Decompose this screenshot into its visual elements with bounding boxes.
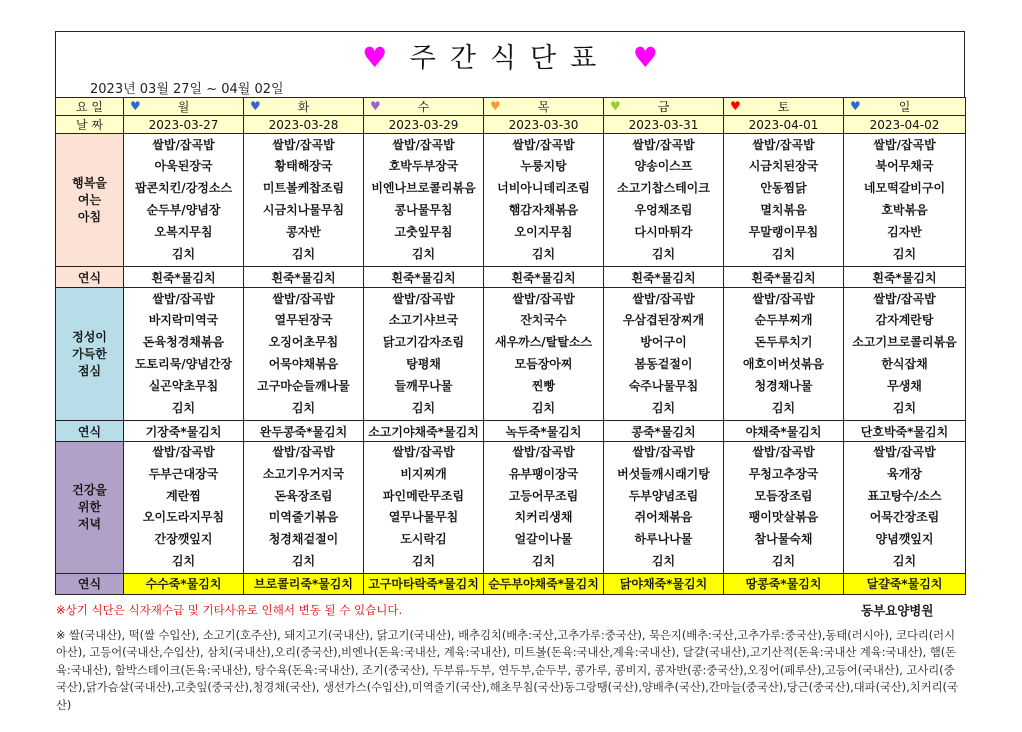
menu-item: 북어무채국	[875, 159, 934, 174]
menu-item: 간장깻잎지	[154, 532, 213, 547]
dinner-menu-cell	[724, 442, 844, 574]
morning-label-line: 행복을	[72, 175, 107, 190]
day-date: 2023-03-28	[268, 117, 339, 132]
menu-item: 김치	[651, 246, 676, 261]
menu-item: 봄동겉절이	[634, 357, 693, 371]
menu-item: 도토리묵/양념간장	[134, 357, 233, 371]
menu-item: 돈두루치기	[754, 335, 813, 350]
menu-item: 치커리생채	[514, 510, 573, 525]
menu-item: 두부근대장국	[148, 466, 219, 481]
lunch-label-line: 정성이	[72, 329, 107, 344]
heart-icon: ♥	[490, 99, 501, 113]
menu-item: 황태해장국	[274, 159, 333, 174]
menu-item: 쌀밥/잡곡밥	[512, 137, 575, 152]
menu-item: 팝콘치킨/강정소스	[134, 181, 233, 196]
day-name-cell	[484, 98, 604, 116]
menu-item: 쌀밥/잡곡밥	[752, 445, 815, 459]
menu-item: 무청고추장국	[748, 466, 819, 481]
menu-item: 김치	[892, 400, 917, 415]
day-date: 2023-03-29	[388, 117, 459, 132]
dinner-menu-cell	[364, 442, 484, 574]
menu-item: 탕평채	[406, 357, 441, 371]
snack-cell	[244, 421, 364, 442]
snack-label-text: 연식	[77, 424, 102, 439]
menu-item: 쌀밥/잡곡밥	[392, 137, 455, 152]
menu-item: 고춧잎무침	[394, 224, 453, 239]
snack-cell	[364, 573, 484, 594]
snack-item: 순두부야채죽*물김치	[488, 577, 599, 592]
snack-cell	[724, 267, 844, 288]
morning-menu-cell	[484, 134, 604, 267]
origin-note: ※ 쌀(국내산), 떡(쌀 수입산), 소고기(호주산), 돼지고기(국내산), 닭고기(국내산), 배추김치(배추:국산,고추가루:중국산), 묵은지(배추:국산,고추가루:중국산),동태(러시아), 코다리(러시아산), 고등어(국내산,수입산), 삼치(국내산),오리(중국산),비엔나(돈육:국내산, 계육:국내산), 미트볼(돈육:국내산,계육:국내산), 달걀(국내산),고기산적(돈육:국내산 계육:국내산), 햄(돈육:국내산), 함박스테이크(돈육:국내산), 탕수육(돈육:국내산), 조기(중국산), 두부류-두부, 연두부,순두부, 콩가루, 콩비지, 콩자반(콩:중국산),오징어(페루산),고등어(국내산), 고사리(중국산),닭가슴살(국내산),고춧잎(중국산),청경채(국산), 생선가스(수입산),미역줄기(국산),해초무침(국산)동그랑땡(국산),양배추(국산),간마늘(중국산),당근(중국산),대파(국산),치커리(국산)	[56, 629, 958, 712]
menu-item: 김치	[892, 553, 917, 568]
menu-item: 쥐어채볶음	[634, 510, 693, 525]
menu-item: 시금치된장국	[748, 159, 819, 174]
day-name: 토	[777, 100, 790, 114]
menu-item: 실곤약초무침	[148, 378, 219, 393]
hospital-name: 동부요양병원	[861, 603, 934, 618]
snack-item: 흰죽*물김치	[271, 270, 336, 285]
day-name-cell	[364, 98, 484, 116]
menu-item: 쌀밥/잡곡밥	[152, 445, 215, 459]
menu-item: 누룽지탕	[520, 159, 567, 174]
menu-item: 표고탕수/소스	[867, 488, 942, 503]
menu-item: 쌀밥/잡곡밥	[632, 137, 695, 152]
menu-item: 김치	[892, 246, 917, 261]
snack-cell	[604, 421, 724, 442]
menu-item: 청경채겉절이	[268, 532, 339, 547]
day-name-cell	[844, 98, 966, 116]
snack-cell	[724, 573, 844, 594]
menu-item: 아욱된장국	[154, 159, 213, 174]
menu-item: 쌀밥/잡곡밥	[392, 291, 455, 306]
day-date: 2023-04-01	[748, 117, 819, 132]
snack-item: 완두콩죽*물김치	[259, 424, 348, 439]
menu-item: 열무된장국	[274, 313, 333, 328]
menu-item: 돈육장조림	[274, 488, 333, 503]
snack-item: 단호박죽*물김치	[860, 424, 949, 439]
menu-item: 김치	[291, 246, 316, 261]
menu-item: 콩나물무침	[394, 203, 453, 217]
day-name-cell	[604, 98, 724, 116]
snack-cell	[484, 267, 604, 288]
heart-icon: ♥	[610, 99, 621, 113]
snack-item: 콩죽*물김치	[631, 424, 696, 439]
menu-item: 김치	[411, 400, 436, 415]
menu-item: 소고기샤브국	[388, 313, 459, 328]
menu-item: 쌀밥/잡곡밥	[752, 137, 815, 152]
lunch-menu-cell	[844, 288, 966, 421]
snack-cell	[364, 267, 484, 288]
heart-icon: ♥	[632, 41, 658, 74]
menu-item: 쌀밥/잡곡밥	[632, 291, 695, 306]
snack-item: 달걀죽*물김치	[866, 577, 943, 592]
dinner-label-line: 건강을	[72, 482, 107, 497]
period-text: 2023년 03월 27일 ~ 04월 02일	[90, 82, 284, 97]
menu-item: 오이도라지무침	[142, 510, 225, 525]
menu-item: 김치	[771, 400, 796, 415]
menu-item: 한식잡채	[881, 357, 928, 371]
menu-item: 비엔나브로콜리볶음	[371, 181, 476, 196]
menu-item: 김치	[171, 553, 196, 568]
menu-item: 바지락미역국	[148, 313, 219, 328]
dinner-menu-cell	[484, 442, 604, 574]
lunch-menu-cell	[604, 288, 724, 421]
snack-cell	[844, 267, 966, 288]
lunch-menu-cell	[484, 288, 604, 421]
snack-item: 기장죽*물김치	[145, 424, 222, 439]
menu-item: 쌀밥/잡곡밥	[873, 137, 936, 152]
day-name: 화	[297, 100, 310, 114]
menu-item: 무말랭이무침	[748, 224, 819, 239]
day-date: 2023-03-30	[508, 117, 579, 132]
title-text: 주간식단표	[409, 43, 611, 74]
snack-cell	[124, 573, 244, 594]
menu-item: 쌀밥/잡곡밥	[392, 445, 455, 459]
menu-item: 순두부/양념장	[146, 203, 221, 217]
lunch-label-line: 점심	[77, 363, 102, 378]
menu-item: 오징어초무침	[268, 335, 339, 350]
menu-item: 순두부찌개	[754, 313, 813, 328]
menu-item: 김치	[171, 400, 196, 415]
snack-cell	[844, 421, 966, 442]
title-frame	[55, 31, 965, 97]
snack-cell	[604, 573, 724, 594]
menu-item: 쌀밥/잡곡밥	[272, 291, 335, 306]
menu-item: 김치	[531, 553, 556, 568]
morning-menu-cell	[604, 134, 724, 267]
menu-item: 오복지무침	[154, 224, 213, 239]
morning-menu-cell	[724, 134, 844, 267]
menu-item: 방어구이	[640, 335, 687, 350]
snack-cell	[484, 573, 604, 594]
menu-item: 미역줄기볶음	[268, 510, 339, 525]
snack-cell	[724, 421, 844, 442]
menu-item: 잔치국수	[520, 313, 567, 328]
menu-item: 고구마순들깨나물	[257, 378, 350, 393]
menu-item: 쌀밥/잡곡밥	[152, 137, 215, 152]
menu-item: 햄감자채볶음	[508, 203, 579, 217]
heart-icon: ♥	[362, 41, 388, 74]
menu-item: 참나물숙채	[754, 532, 813, 547]
snack-item: 흰죽*물김치	[751, 270, 816, 285]
menu-item: 파인메란무조림	[382, 488, 465, 503]
snack-cell	[124, 267, 244, 288]
menu-item: 너비아니데리조림	[497, 181, 590, 196]
snack-item: 흰죽*물김치	[391, 270, 456, 285]
menu-item: 계란찜	[166, 488, 201, 503]
menu-item: 김치	[651, 400, 676, 415]
lunch-menu-cell	[364, 288, 484, 421]
menu-item: 쌀밥/잡곡밥	[272, 445, 335, 459]
menu-item: 우엉채조림	[634, 203, 693, 217]
day-date: 2023-04-02	[869, 117, 940, 132]
day-date-cell	[604, 116, 724, 134]
menu-sheet	[55, 31, 965, 595]
menu-item: 쌀밥/잡곡밥	[752, 291, 815, 306]
menu-item: 돈육청경채볶음	[142, 335, 225, 350]
day-name: 목	[537, 100, 550, 114]
menu-item: 콩자반	[286, 224, 321, 239]
menu-item: 양송이스프	[634, 159, 693, 174]
menu-item: 다시마튀각	[634, 224, 693, 239]
menu-item: 어묵야채볶음	[268, 357, 339, 371]
snack-cell	[604, 267, 724, 288]
snack-item: 닭야채죽*물김치	[619, 577, 708, 592]
snack-item: 흰죽*물김치	[511, 270, 576, 285]
morning-label	[56, 134, 124, 267]
menu-item: 팽이맛살볶음	[748, 510, 819, 525]
morning-label-line: 아침	[77, 209, 102, 224]
menu-item: 김치	[771, 553, 796, 568]
dinner-label	[56, 442, 124, 574]
menu-item: 두부양념조림	[628, 488, 699, 503]
menu-item: 호박두부장국	[388, 159, 459, 174]
snack-cell	[844, 573, 966, 594]
menu-item: 새우까스/탈탈소스	[494, 335, 593, 350]
menu-item: 소고기우거지국	[262, 466, 345, 481]
snack-item: 소고기야채죽*물김치	[368, 424, 479, 439]
day-name-cell	[724, 98, 844, 116]
morning-menu-cell	[364, 134, 484, 267]
menu-item: 안동찜닭	[760, 181, 807, 196]
menu-item: 비지찌개	[400, 466, 447, 481]
menu-item: 김치	[531, 400, 556, 415]
menu-item: 미트볼케찹조림	[262, 181, 345, 196]
menu-item: 쌀밥/잡곡밥	[272, 137, 335, 152]
day-label: 요 일	[76, 100, 103, 114]
menu-item: 유부팽이장국	[508, 466, 579, 481]
heart-icon: ♥	[730, 99, 741, 113]
snack-item: 야채죽*물김치	[745, 424, 822, 439]
menu-item: 육개장	[887, 466, 922, 481]
menu-item: 쌀밥/잡곡밥	[873, 445, 936, 459]
menu-item: 소고기브로콜리볶음	[852, 335, 957, 350]
snack-cell	[124, 421, 244, 442]
day-name: 일	[898, 100, 911, 114]
dinner-menu-cell	[844, 442, 966, 574]
menu-item: 모듬장아찌	[514, 357, 573, 371]
menu-item: 숙주나물무침	[628, 378, 699, 393]
menu-item: 닭고기감자조림	[382, 335, 465, 350]
menu-item: 하루나나물	[634, 532, 693, 547]
menu-item: 오이지무침	[514, 224, 573, 239]
menu-item: 우삼겹된장찌개	[622, 313, 705, 328]
menu-item: 멸치볶음	[760, 203, 807, 217]
menu-item: 청경채나물	[754, 378, 813, 393]
snack-item: 흰죽*물김치	[631, 270, 696, 285]
lunch-menu-cell	[724, 288, 844, 421]
menu-item: 들깨무나물	[394, 378, 453, 393]
menu-item: 버섯들깨시래기탕	[617, 466, 710, 481]
morning-menu-cell	[844, 134, 966, 267]
lunch-label	[56, 288, 124, 421]
menu-item: 도시락김	[400, 532, 447, 547]
header-day-label	[56, 98, 124, 116]
menu-item: 쌀밥/잡곡밥	[873, 291, 936, 306]
morning-menu-cell	[244, 134, 364, 267]
dinner-label-line: 저녁	[77, 516, 102, 531]
notice-text: ※상기 식단은 식자재수급 및 기타사유로 인해서 변동 될 수 있습니다.	[56, 603, 403, 617]
day-date-cell	[364, 116, 484, 134]
page-title	[56, 36, 964, 75]
snack-item: 고구마타락죽*물김치	[368, 577, 479, 592]
menu-item: 무생채	[887, 378, 922, 393]
menu-item: 모듬장조림	[754, 488, 813, 503]
heart-icon: ♥	[250, 99, 261, 113]
snack-item: 흰죽*물김치	[151, 270, 216, 285]
menu-item: 찐빵	[531, 378, 556, 393]
day-name: 금	[657, 100, 670, 114]
day-date-cell	[484, 116, 604, 134]
day-name-cell	[244, 98, 364, 116]
snack-label-text: 연식	[77, 270, 102, 285]
menu-item: 양념깻잎지	[875, 532, 934, 547]
snack-cell	[364, 421, 484, 442]
snack-item: 땅콩죽*물김치	[745, 577, 822, 592]
snack-label	[56, 267, 124, 288]
day-name: 수	[417, 100, 430, 114]
day-date: 2023-03-31	[628, 117, 699, 132]
date-label: 날 짜	[76, 118, 103, 132]
menu-item: 김치	[651, 553, 676, 568]
menu-item: 네모떡갈비구이	[863, 181, 946, 196]
snack-cell	[244, 267, 364, 288]
snack-item: 브로콜리죽*물김치	[253, 577, 353, 592]
menu-item: 김치	[291, 400, 316, 415]
snack-cell	[484, 421, 604, 442]
morning-label-line: 여는	[77, 192, 102, 207]
snack-item: 흰죽*물김치	[872, 270, 937, 285]
menu-item: 소고기찹스테이크	[617, 181, 710, 196]
menu-item: 어묵간장조림	[869, 510, 940, 525]
lunch-menu-cell	[244, 288, 364, 421]
day-name: 월	[177, 100, 190, 114]
menu-item: 열무나물무침	[388, 510, 459, 525]
menu-item: 김치	[411, 246, 436, 261]
menu-item: 고등어무조림	[508, 488, 579, 503]
header-date-label	[56, 116, 124, 134]
day-date-cell	[244, 116, 364, 134]
dinner-menu-cell	[604, 442, 724, 574]
menu-item: 김치	[171, 246, 196, 261]
menu-item: 쌀밥/잡곡밥	[512, 445, 575, 459]
menu-item: 쌀밥/잡곡밥	[632, 445, 695, 459]
heart-icon: ♥	[850, 99, 861, 113]
snack-item: 녹두죽*물김치	[505, 424, 582, 439]
day-date-cell	[724, 116, 844, 134]
menu-item: 애호이버섯볶음	[742, 357, 825, 371]
menu-item: 쌀밥/잡곡밥	[512, 291, 575, 306]
menu-table	[55, 97, 966, 595]
menu-item: 얼갈이나물	[514, 532, 573, 547]
snack-cell	[244, 573, 364, 594]
lunch-menu-cell	[124, 288, 244, 421]
dinner-menu-cell	[124, 442, 244, 574]
dinner-menu-cell	[244, 442, 364, 574]
snack-label	[56, 573, 124, 594]
heart-icon: ♥	[370, 99, 381, 113]
menu-item: 김치	[411, 553, 436, 568]
snack-item: 수수죽*물김치	[145, 577, 222, 592]
menu-item: 쌀밥/잡곡밥	[152, 291, 215, 306]
menu-item: 김치	[771, 246, 796, 261]
heart-icon: ♥	[130, 99, 141, 113]
day-name-cell	[124, 98, 244, 116]
menu-item: 김치	[291, 553, 316, 568]
menu-item: 감자계란탕	[875, 313, 934, 328]
menu-item: 김자반	[887, 224, 922, 239]
snack-label	[56, 421, 124, 442]
snack-label-text: 연식	[77, 577, 102, 592]
menu-item: 시금치나물무침	[262, 203, 345, 217]
menu-item: 김치	[531, 246, 556, 261]
dinner-label-line: 위한	[77, 499, 102, 514]
lunch-label-line: 가득한	[72, 346, 107, 361]
day-date: 2023-03-27	[148, 117, 219, 132]
morning-menu-cell	[124, 134, 244, 267]
day-date-cell	[844, 116, 966, 134]
day-date-cell	[124, 116, 244, 134]
menu-item: 호박볶음	[881, 203, 928, 217]
